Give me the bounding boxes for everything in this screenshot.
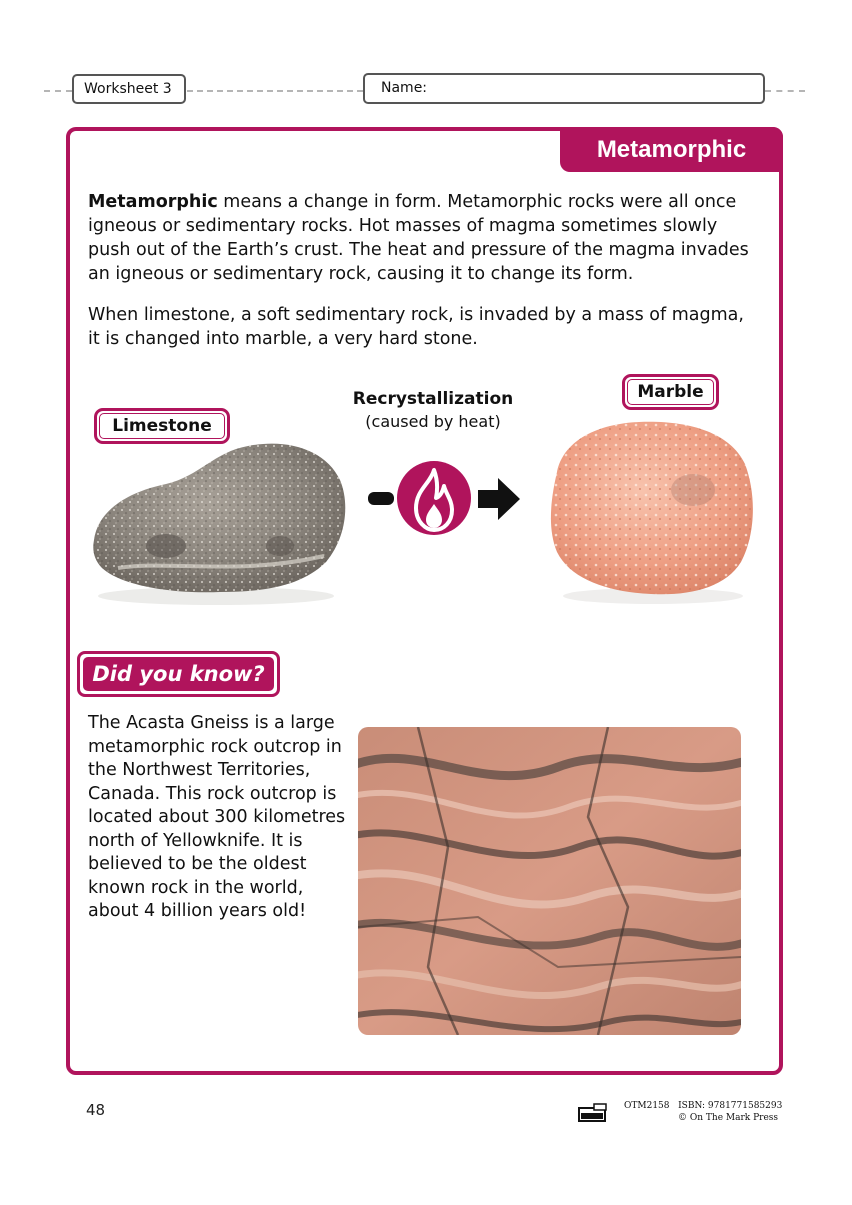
limestone-image	[88, 428, 350, 608]
process-arrow	[366, 460, 522, 540]
limestone-label: Limestone	[94, 408, 230, 444]
publisher-logo-icon	[578, 1103, 610, 1123]
footer-codes	[624, 1101, 783, 1111]
process-title: Recrystallization	[352, 389, 514, 409]
intro-paragraph-2: When limestone, a soft sedimentary rock, is invaded by a mass of magma, it is changed into marble, a very hard stone.	[88, 305, 744, 349]
acasta-gneiss-image	[358, 727, 741, 1035]
did-you-know-text: The Acasta Gneiss is a large metamorphic rock outcrop in the Northwest Territories, Canada. This rock outcrop is located about 300 kilometres north of Yellowknife. It is believed to be the oldest known rock in the world, about 4 billion years old!	[88, 713, 346, 921]
header-dash-middle	[187, 90, 363, 92]
marble-image	[543, 412, 761, 606]
header-dash-left	[44, 90, 72, 92]
intro-paragraph-1	[88, 190, 758, 286]
intro-paragraph-1-text: means a change in form. Metamorphic rocks were all once igneous or sedimentary rocks. Hot masses of magma sometimes slowly push out of the Earth’s crust. The heat and pressure of the magma invades an igneous or sedimentary rock, causing it to change its form.	[88, 192, 749, 284]
worksheet-label: Worksheet 3	[72, 74, 186, 104]
process-subtitle: (caused by heat)	[365, 412, 501, 431]
publisher-credit: © On The Mark Press	[678, 1113, 779, 1123]
marble-label: Marble	[622, 374, 719, 410]
page-number: 48	[86, 1101, 106, 1119]
product-code: OTM2158	[624, 1101, 670, 1111]
arrow-right-icon	[478, 478, 520, 520]
isbn: ISBN: 9781771585293	[678, 1101, 783, 1111]
header-dash-right	[765, 90, 805, 92]
name-field[interactable]: Name:	[363, 73, 765, 104]
section-title: Metamorphic	[560, 127, 783, 172]
intro-term: Metamorphic	[88, 192, 218, 212]
flame-icon	[397, 461, 471, 535]
did-you-know-heading: Did you know?	[77, 651, 280, 697]
